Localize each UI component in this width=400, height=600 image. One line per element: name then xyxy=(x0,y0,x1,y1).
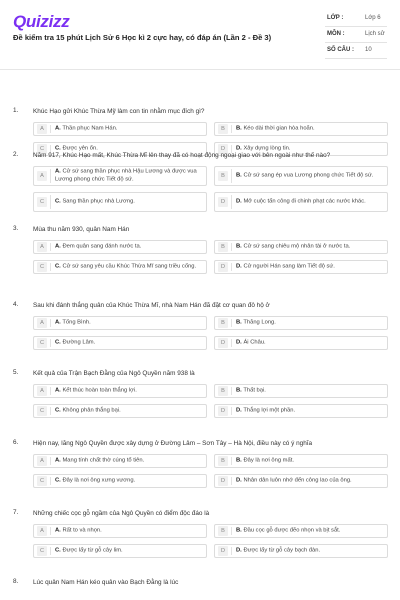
option-separator xyxy=(50,243,51,251)
answer-option-d[interactable] xyxy=(214,474,388,488)
option-letter-badge: A xyxy=(37,242,47,252)
option-content: Thần phục Nam Hán. xyxy=(62,125,118,132)
option-separator xyxy=(231,263,232,271)
option-letter-badge: A xyxy=(37,318,47,328)
option-letter-badge: B xyxy=(218,526,228,536)
option-label: A. xyxy=(55,125,61,132)
meta-count xyxy=(325,43,387,59)
option-separator xyxy=(231,243,232,251)
option-text xyxy=(55,339,202,347)
option-label: A. xyxy=(55,319,61,326)
answer-option-d[interactable] xyxy=(214,544,388,558)
option-label: A. xyxy=(55,527,61,534)
question-number: 3. xyxy=(13,225,19,232)
option-label: B. xyxy=(236,387,242,394)
option-text xyxy=(55,407,202,415)
answer-option-a[interactable] xyxy=(33,524,207,538)
option-separator xyxy=(50,527,51,535)
option-content: Cử sứ sang ép vua Lương phong chức Tiết độ sứ. xyxy=(243,172,374,179)
option-text xyxy=(236,527,383,535)
option-letter-badge: D xyxy=(218,262,228,272)
meta-count-label: SỐ CÂU : xyxy=(327,47,354,53)
option-label: A. xyxy=(55,168,61,175)
option-separator xyxy=(231,339,232,347)
meta-count-value: 10 xyxy=(365,47,372,53)
option-letter-badge: D xyxy=(218,546,228,556)
option-text xyxy=(236,243,383,251)
option-letter-badge: C xyxy=(37,406,47,416)
option-text xyxy=(236,198,383,206)
option-content: Nhân dân luôn nhớ đến công lao của ông. xyxy=(243,477,352,484)
option-letter-badge: D xyxy=(218,406,228,416)
question-text: Khúc Hạo gửi Khúc Thừa Mỹ làm con tin nhằm mục đích gì? xyxy=(33,108,205,115)
option-label: B. xyxy=(236,527,242,534)
answer-option-a[interactable] xyxy=(33,240,207,254)
option-separator xyxy=(50,457,51,465)
option-content: Tống Bình. xyxy=(62,319,91,326)
option-content: Đây là nơi ông xưng vương. xyxy=(62,477,136,484)
option-text xyxy=(55,477,202,485)
option-separator xyxy=(50,547,51,555)
option-label: C. xyxy=(55,145,61,152)
question-number: 5. xyxy=(13,369,19,376)
meta-subject-value: Lịch sử xyxy=(365,31,385,37)
meta-class-label: LỚP : xyxy=(327,15,344,21)
option-label: A. xyxy=(55,387,61,394)
option-separator xyxy=(50,169,51,183)
option-content: Thất bại. xyxy=(243,387,266,394)
option-label: C. xyxy=(55,407,61,414)
option-separator xyxy=(231,125,232,133)
option-letter-badge: D xyxy=(218,476,228,486)
option-separator xyxy=(50,125,51,133)
option-text xyxy=(236,263,383,271)
option-text xyxy=(236,339,383,347)
answer-option-c[interactable] xyxy=(33,192,207,212)
option-content: Được lấy từ gỗ cây bạch đàn. xyxy=(243,547,321,554)
option-content: Được yên ổn. xyxy=(62,145,98,152)
option-text xyxy=(55,387,202,395)
answer-option-b[interactable] xyxy=(214,166,388,186)
answer-option-c[interactable] xyxy=(33,336,207,350)
option-label: C. xyxy=(55,198,61,205)
header-divider xyxy=(0,69,400,70)
option-content: Đường Lâm. xyxy=(62,339,96,346)
option-separator xyxy=(50,477,51,485)
option-content: Đây là nơi ông mất. xyxy=(243,457,294,464)
option-content: Cử sứ sang thần phục nhà Hậu Lương và được vua Lương phong chức Tiết độ sứ. xyxy=(55,168,197,182)
meta-info xyxy=(325,11,387,59)
option-separator xyxy=(231,457,232,465)
option-content: Mang tính chất thờ cúng tổ tiên. xyxy=(62,457,145,464)
option-label: B. xyxy=(236,125,242,132)
option-separator xyxy=(231,547,232,555)
option-content: Đầu cọc gỗ được đẽo nhọn và bịt sắt. xyxy=(243,527,341,534)
option-text xyxy=(236,172,383,180)
option-label: B. xyxy=(236,457,242,464)
option-text xyxy=(55,198,202,206)
meta-subject xyxy=(325,27,387,43)
option-text xyxy=(236,319,383,327)
question-text: Hiện nay, lăng Ngô Quyền được xây dựng ở Đường Lâm – Sơn Tây – Hà Nội, điều này có ý nghĩa xyxy=(33,440,313,447)
answer-option-d[interactable] xyxy=(214,404,388,418)
option-letter-badge: B xyxy=(218,456,228,466)
option-label: C. xyxy=(55,477,61,484)
option-text xyxy=(236,387,383,395)
option-separator xyxy=(50,407,51,415)
option-letter-badge: D xyxy=(218,144,228,154)
answer-option-b[interactable] xyxy=(214,524,388,538)
answer-option-a[interactable] xyxy=(33,166,207,186)
option-label: D. xyxy=(236,263,242,270)
option-letter-badge: A xyxy=(37,456,47,466)
quizizz-logo: Quizizz xyxy=(13,12,70,31)
option-separator xyxy=(231,195,232,209)
option-text xyxy=(55,263,202,271)
answer-option-d[interactable] xyxy=(214,192,388,212)
option-label: C. xyxy=(55,263,61,270)
option-label: B. xyxy=(236,319,242,326)
option-text xyxy=(55,457,202,465)
option-separator xyxy=(231,319,232,327)
option-content: Mở cuộc tấn công đi chinh phạt các nước khác. xyxy=(243,198,366,205)
option-content: Không phân thắng bại. xyxy=(62,407,121,414)
option-letter-badge: B xyxy=(218,124,228,134)
option-label: D. xyxy=(236,198,242,205)
answer-option-b[interactable] xyxy=(214,316,388,330)
answer-option-d[interactable] xyxy=(214,336,388,350)
question-text: Kết quả của Trận Bạch Đằng của Ngô Quyền năm 938 là xyxy=(33,370,195,377)
answer-option-b[interactable] xyxy=(214,240,388,254)
answer-option-b[interactable] xyxy=(214,384,388,398)
option-letter-badge: A xyxy=(37,171,47,181)
option-content: Được lấy từ gỗ cây lim. xyxy=(62,547,123,554)
option-label: D. xyxy=(236,477,242,484)
header xyxy=(0,0,400,70)
question-text: Lúc quân Nam Hán kéo quân vào Bạch Đằng là lúc xyxy=(33,579,179,586)
option-label: B. xyxy=(236,243,242,250)
option-content: Ái Châu. xyxy=(243,339,266,346)
option-letter-badge: A xyxy=(37,386,47,396)
question-number: 6. xyxy=(13,439,19,446)
option-content: Sang thần phục nhà Lương. xyxy=(62,198,135,205)
question-number: 4. xyxy=(13,301,19,308)
option-separator xyxy=(50,339,51,347)
option-text xyxy=(55,169,202,184)
option-separator xyxy=(231,407,232,415)
option-content: Cử sứ sang chiêu mộ nhân tài ở nước ta. xyxy=(243,243,351,250)
option-letter-badge: A xyxy=(37,526,47,536)
option-text xyxy=(236,547,383,555)
answer-option-b[interactable] xyxy=(214,454,388,468)
option-content: Cử người Hán sang làm Tiết độ sứ. xyxy=(243,263,335,270)
option-text xyxy=(236,477,383,485)
option-label: D. xyxy=(236,547,242,554)
question-number: 1. xyxy=(13,107,19,114)
option-content: Thăng Long. xyxy=(243,319,276,326)
option-letter-badge: C xyxy=(37,546,47,556)
option-label: C. xyxy=(55,547,61,554)
option-content: Thắng lợi một phần. xyxy=(243,407,296,414)
option-content: Cử sứ sang yêu cầu Khúc Thừa Mĩ sang triều cống. xyxy=(62,263,197,270)
question-text: Những chiếc cọc gỗ ngầm của Ngô Quyền có điểm độc đáo là xyxy=(33,510,210,517)
option-label: A. xyxy=(55,243,61,250)
option-separator xyxy=(50,195,51,209)
option-letter-badge: C xyxy=(37,197,47,207)
option-text xyxy=(236,457,383,465)
answer-option-a[interactable] xyxy=(33,122,207,136)
option-text xyxy=(55,243,202,251)
question-text: Mùa thu năm 930, quân Nam Hán xyxy=(33,226,130,233)
answer-option-c[interactable] xyxy=(33,404,207,418)
option-content: Kéo dài thời gian hòa hoãn. xyxy=(243,125,315,132)
option-content: Kết thúc hoàn toàn thắng lợi. xyxy=(62,387,137,394)
option-letter-badge: C xyxy=(37,338,47,348)
option-letter-badge: C xyxy=(37,476,47,486)
option-content: Rất to và nhọn. xyxy=(62,527,102,534)
option-letter-badge: B xyxy=(218,171,228,181)
option-separator xyxy=(231,169,232,183)
option-letter-badge: B xyxy=(218,242,228,252)
option-label: D. xyxy=(236,145,242,152)
question-text: Năm 917, Khúc Hạo mất, Khúc Thừa Mĩ lên thay đã có hoạt động ngoại giao với bên ngoài như thế nào? xyxy=(33,152,331,159)
option-label: B. xyxy=(236,172,242,179)
answer-option-d[interactable] xyxy=(214,260,388,274)
meta-subject-label: MÔN : xyxy=(327,31,345,37)
option-label: D. xyxy=(236,339,242,346)
option-content: Đem quân sang đánh nước ta. xyxy=(62,243,142,250)
option-letter-badge: B xyxy=(218,318,228,328)
option-label: D. xyxy=(236,407,242,414)
option-letter-badge: C xyxy=(37,262,47,272)
option-letter-badge: B xyxy=(218,386,228,396)
meta-class xyxy=(325,11,387,27)
answer-option-c[interactable] xyxy=(33,260,207,274)
answer-option-b[interactable] xyxy=(214,122,388,136)
option-separator xyxy=(50,263,51,271)
option-text xyxy=(236,407,383,415)
question-text: Sau khi đánh thắng quân của Khúc Thừa Mĩ, nhà Nam Hán đã đặt cơ quan đô hộ ở xyxy=(33,302,270,309)
page-title: Đề kiểm tra 15 phút Lịch Sử 6 Học kì 2 cực hay, có đáp án (Lần 2 - Đề 3) xyxy=(13,33,272,42)
option-separator xyxy=(231,527,232,535)
option-text xyxy=(55,319,202,327)
answer-option-a[interactable] xyxy=(33,384,207,398)
option-label: C. xyxy=(55,339,61,346)
question-number: 2. xyxy=(13,151,19,158)
option-separator xyxy=(231,477,232,485)
answer-option-a[interactable] xyxy=(33,316,207,330)
option-text xyxy=(55,125,202,133)
option-separator xyxy=(231,387,232,395)
meta-class-value: Lớp 6 xyxy=(365,15,381,21)
option-separator xyxy=(50,319,51,327)
option-text xyxy=(55,527,202,535)
option-content: Xây dựng lòng tin. xyxy=(243,145,291,152)
option-text xyxy=(236,125,383,133)
option-text xyxy=(55,547,202,555)
answer-option-c[interactable] xyxy=(33,544,207,558)
option-letter-badge: D xyxy=(218,338,228,348)
question-number: 8. xyxy=(13,578,19,585)
option-letter-badge: A xyxy=(37,124,47,134)
answer-option-a[interactable] xyxy=(33,454,207,468)
option-letter-badge: C xyxy=(37,144,47,154)
option-letter-badge: D xyxy=(218,197,228,207)
question-number: 7. xyxy=(13,509,19,516)
answer-option-c[interactable] xyxy=(33,474,207,488)
option-label: A. xyxy=(55,457,61,464)
option-separator xyxy=(50,387,51,395)
